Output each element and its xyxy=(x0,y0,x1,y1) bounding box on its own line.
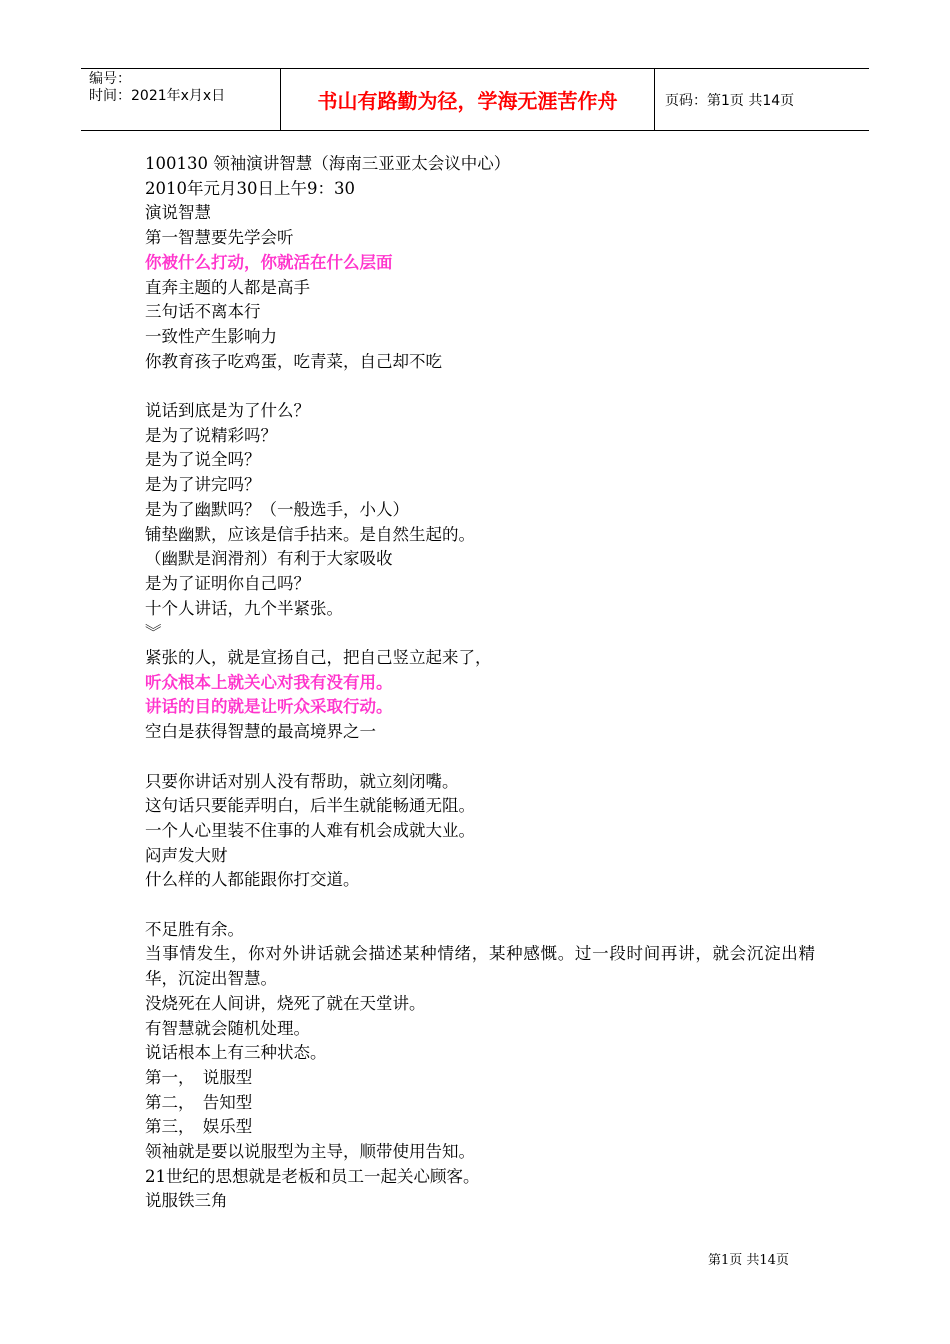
document-number-label: 编号： xyxy=(89,71,131,87)
text-line: 闷声发大财 xyxy=(145,845,228,865)
text-line: 铺垫幽默，应该是信手拈来。是自然生起的。 xyxy=(145,524,475,544)
document-body xyxy=(145,152,815,1214)
text-line: 领袖就是要以说服型为主导，顺带使用告知。 xyxy=(145,1142,475,1162)
text-line: 空白是获得智慧的最高境界之一 xyxy=(145,722,376,742)
header-motto: 书山有路勤为径，学海无涯苦作舟 xyxy=(281,69,655,130)
text-line: 直奔主题的人都是高手 xyxy=(145,277,310,297)
text-line: 紧张的人，就是宣扬自己，把自己竖立起来了， xyxy=(145,648,492,668)
text-line: 什么样的人都能跟你打交道。 xyxy=(145,870,360,890)
text-line: 有智慧就会随机处理。 xyxy=(145,1018,310,1038)
text-line: 第一智慧要先学会听 xyxy=(145,228,294,248)
text-line: 一个人心里装不住事的人难有机会成就大业。 xyxy=(145,820,475,840)
text-line: 十个人讲话，九个半紧张。 xyxy=(145,598,343,618)
text-line xyxy=(145,374,815,399)
header-page-number: 页码：第1页 共14页 xyxy=(665,92,795,109)
text-line: 不足胜有余。 xyxy=(145,919,244,939)
text-line: 一致性产生影响力 xyxy=(145,326,277,346)
highlighted-line: 你被什么打动，你就活在什么层面 xyxy=(145,252,393,272)
text-line: ︾ xyxy=(145,623,162,643)
page-footer: 第1页 共14页 xyxy=(708,1253,789,1268)
text-line: 当事情发生，你对外讲话就会描述某种情绪，某种感慨。过一段时间再讲，就会沉淀出精华，沉淀出智慧。 xyxy=(145,944,815,989)
text-line xyxy=(145,893,815,918)
text-line: （幽默是润滑剂）有利于大家吸收 xyxy=(145,549,393,569)
text-line: 说服铁三角 xyxy=(145,1191,228,1211)
text-line: 第三， 娱乐型 xyxy=(145,1117,253,1137)
text-line: 100130 领袖演讲智慧（海南三亚亚太会议中心） xyxy=(145,154,511,173)
highlighted-line: 讲话的目的就是让听众采取行动。 xyxy=(145,697,393,717)
document-time-label: 时间：2021年x月x日 xyxy=(89,88,226,104)
text-line: 是为了说全吗？ xyxy=(145,450,261,470)
text-line: 这句话只要能弄明白，后半生就能畅通无阻。 xyxy=(145,796,475,816)
text-line: 是为了证明你自己吗？ xyxy=(145,573,310,593)
text-line: 说话根本上有三种状态。 xyxy=(145,1043,327,1063)
text-line: 第二， 告知型 xyxy=(145,1092,253,1112)
text-line: 没烧死在人间讲，烧死了就在天堂讲。 xyxy=(145,993,426,1013)
header-meta xyxy=(81,69,281,130)
text-line: 21世纪的思想就是老板和员工一起关心顾客。 xyxy=(145,1166,480,1186)
text-line: 说话到底是为了什么？ xyxy=(145,401,310,421)
text-line: 只要你讲话对别人没有帮助，就立刻闭嘴。 xyxy=(145,771,459,791)
text-line xyxy=(145,745,815,770)
highlighted-line: 听众根本上就关心对我有没有用。 xyxy=(145,672,393,692)
text-line: 你教育孩子吃鸡蛋，吃青菜，自己却不吃 xyxy=(145,351,442,371)
text-line: 第一， 说服型 xyxy=(145,1067,253,1087)
text-line: 三句话不离本行 xyxy=(145,302,261,322)
text-line: 是为了幽默吗？（一般选手，小人） xyxy=(145,499,409,519)
page-header xyxy=(81,68,869,131)
text-line: 是为了讲完吗？ xyxy=(145,475,261,495)
text-line: 是为了说精彩吗？ xyxy=(145,425,277,445)
text-line: 2010年元月30日上午9：30 xyxy=(145,178,355,198)
text-line: 演说智慧 xyxy=(145,203,211,223)
